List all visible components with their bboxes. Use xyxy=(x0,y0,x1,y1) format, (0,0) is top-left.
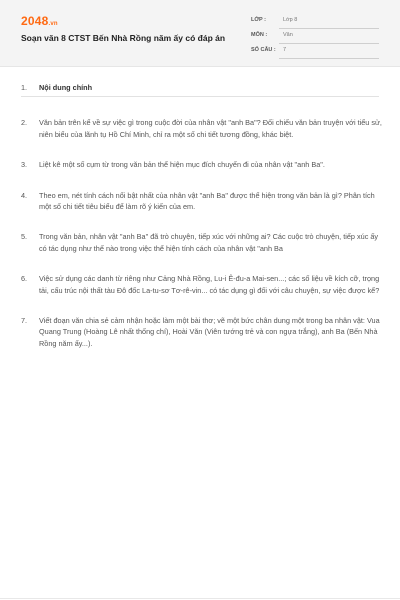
site-logo[interactable] xyxy=(21,14,58,28)
document-title: Soạn văn 8 CTST Bến Nhà Rồng năm ấy có đáp án xyxy=(21,33,226,43)
meta-class-row xyxy=(251,15,379,29)
question-list xyxy=(21,76,383,349)
question-text: Nội dung chính xyxy=(39,83,93,92)
question-item xyxy=(21,273,383,296)
logo-sub: .vn xyxy=(48,21,58,27)
meta-class-label: LỚP : xyxy=(251,17,266,23)
meta-count-value: 7 xyxy=(283,47,287,53)
question-text: Liệt kê một số cụm từ trong văn bản thể hiện mục đích chuyến đi của nhân vật "anh Ba". xyxy=(39,160,325,170)
meta-subject-row xyxy=(251,30,379,44)
question-item xyxy=(21,231,383,254)
document-header xyxy=(0,0,400,67)
section-divider xyxy=(21,96,379,97)
question-text: Theo em, nét tính cách nổi bật nhất của nhân vật "anh Ba" được thể hiện trong văn bản là gì? Phân tích một số chi tiết tiêu biểu để làm rõ ý kiến của em. xyxy=(39,190,375,212)
question-number: 2. xyxy=(21,118,28,128)
question-item xyxy=(21,117,383,140)
question-number: 3. xyxy=(21,160,28,170)
question-number: 7. xyxy=(21,316,28,326)
meta-count-row xyxy=(251,45,379,59)
meta-subject-underline xyxy=(279,43,379,44)
question-number: 4. xyxy=(21,190,28,200)
question-text: Văn bản trên kể về sự việc gì trong cuộc đời của nhân vật "anh Ba"? Đối chiếu văn bản truyện với tiểu sử, niên biểu của lãnh tụ Hồ Chí Minh, chỉ ra một số chi tiết tương đồng, khác biệt. xyxy=(39,118,382,139)
meta-subject-label: MÔN : xyxy=(251,32,268,38)
meta-class-underline xyxy=(279,28,379,29)
meta-count-underline xyxy=(279,58,379,59)
question-number: 6. xyxy=(21,274,28,284)
logo-main: 2048 xyxy=(21,14,49,28)
meta-subject-value: Văn xyxy=(283,32,293,38)
question-item xyxy=(21,190,383,213)
question-text: Việc sử dụng các danh từ riêng như Cảng Nhà Rồng, Lu-i Ê-đu-a Mai-sen...; các số liệu về kích cỡ, trọng tải, cấu trúc nội thất tàu Đô đốc La-tu-sơ Tơ-rê-vin... có tác dụng gì đối với câu chuyện, sự việc được kể? xyxy=(39,274,380,295)
question-number: 1. xyxy=(21,83,28,92)
question-item xyxy=(21,315,383,349)
question-item xyxy=(21,82,383,93)
meta-count-label: SỐ CÂU : xyxy=(251,47,276,53)
page-bottom-border xyxy=(0,598,400,599)
question-text: Viết đoạn văn chia sẻ cảm nhận hoặc làm một bài thơ; vẽ một bức chân dung một trong ba nhân vật: Vua Quang Trung (Hoàng Lê nhất thống chí), Hoài Văn (Viên tướng trẻ và con ngựa trắng), anh Ba (Bến Nhà Rồng năm ấy...). xyxy=(39,316,380,348)
meta-class-value: Lớp 8 xyxy=(283,17,298,23)
question-item xyxy=(21,159,383,170)
question-text: Trong văn bản, nhân vật "anh Ba" đã trò chuyện, tiếp xúc với những ai? Các cuộc trò chuyện, tiếp xúc ấy có tác dụng như thế nào trong việc thể hiện tính cách của nhân vật "anh Ba xyxy=(39,232,379,253)
question-number: 5. xyxy=(21,232,28,242)
